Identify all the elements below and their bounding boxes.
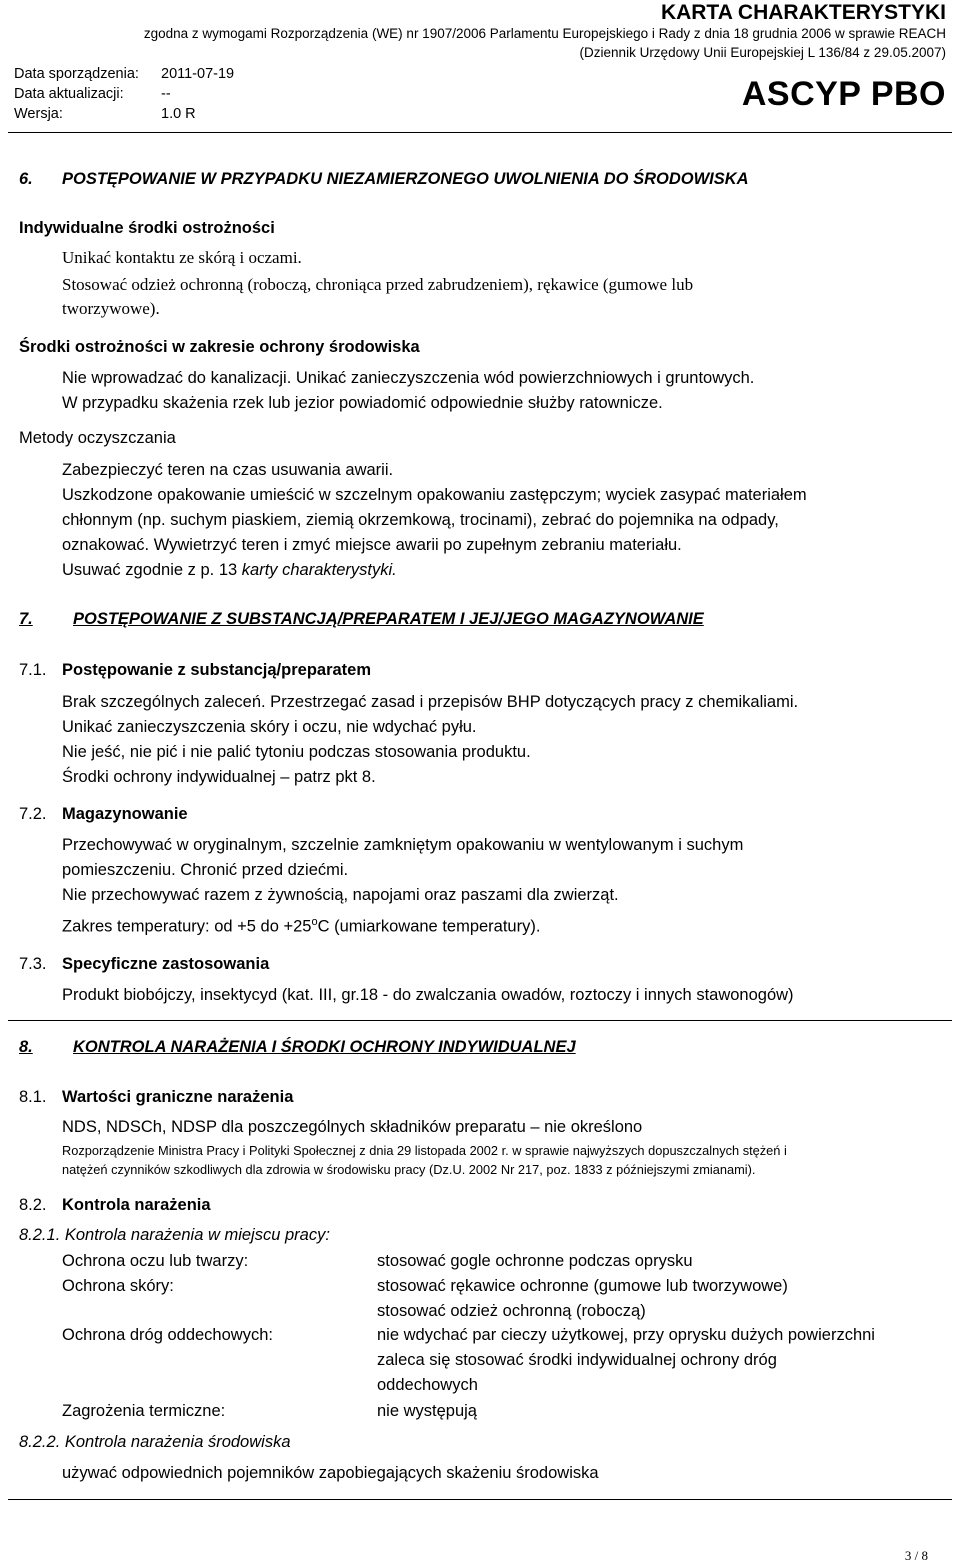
handling-line-2: Unikać zanieczyszczenia skóry i oczu, nie wdychać pyłu.: [62, 718, 477, 736]
sub-8-2-number: 8.2.: [19, 1196, 47, 1214]
personal-precautions-heading: Indywidualne środki ostrożności: [19, 219, 275, 237]
row-respiratory-value: nie wdychać par cieczy użytkowej, przy oprysku dużych powierzchni: [377, 1326, 875, 1344]
section-7-number: 7.: [19, 610, 33, 628]
product-name: ASCYP PBO: [741, 75, 946, 113]
env-precautions-heading: Środki ostrożności w zakresie ochrony środowiska: [19, 338, 420, 356]
sub-8-2-title: Kontrola narażenia: [62, 1196, 211, 1214]
section-6-title: POSTĘPOWANIE W PRZYPADKU NIEZAMIERZONEGO UWOLNIENIA DO ŚRODOWISKA: [62, 170, 749, 188]
page-number: 3 / 8: [904, 1548, 928, 1563]
meta-value-created: 2011-07-19: [161, 66, 235, 82]
temp-degree: o: [311, 916, 318, 928]
sub-8-2-1-title: 8.2.1. Kontrola narażenia w miejscu pracy:: [19, 1226, 330, 1244]
temp-suffix: C (umiarkowane temperatury).: [317, 917, 541, 936]
handling-line-3: Nie jeść, nie pić i nie palić tytoniu podczas stosowania produktu.: [62, 743, 531, 761]
storage-line-1: Przechowywać w oryginalnym, szczelnie zamkniętym opakowaniu w wentylowanym i suchym: [62, 836, 744, 854]
header-divider: [8, 132, 952, 133]
sub-8-1-number: 8.1.: [19, 1088, 47, 1106]
row-skin-protection-value-2: stosować odzież ochronną (roboczą): [377, 1302, 646, 1320]
sub-7-3-number: 7.3.: [19, 955, 47, 973]
row-skin-protection-label: Ochrona skóry:: [62, 1277, 174, 1295]
regulation-line-2: (Dziennik Urzędowy Unii Europejskiej L 136/84 z 29.05.2007): [579, 45, 946, 60]
meta-value-version: 1.0 R: [161, 106, 196, 122]
regulation-line-1: zgodna z wymogami Rozporządzenia (WE) nr 1907/2006 Parlamentu Europejskiego i Rady z dnia 18 grudnia 2006 w sprawie REACH: [143, 26, 946, 41]
row-thermal-value: nie występują: [377, 1402, 477, 1420]
handling-line-4: Środki ochrony indywidualnej – patrz pkt 8.: [62, 768, 376, 786]
clean-line-1: Zabezpieczyć teren na czas usuwania awarii.: [62, 461, 394, 479]
footer-divider: [8, 1499, 952, 1500]
clean-line-5-italic: karty charakterystyki.: [241, 561, 397, 579]
sub-7-1-title: Postępowanie z substancją/preparatem: [62, 661, 372, 679]
handling-line-1: Brak szczególnych zaleceń. Przestrzegać zasad i przepisów BHP dotyczących pracy z chemikaliami.: [62, 693, 799, 711]
row-eye-protection-value: stosować gogle ochronne podczas oprysku: [377, 1252, 693, 1270]
row-thermal-label: Zagrożenia termiczne:: [62, 1402, 226, 1420]
sub-7-2-number: 7.2.: [19, 805, 47, 823]
storage-line-3: Nie przechowywać razem z żywnością, napojami oraz paszami dla zwierząt.: [62, 886, 619, 904]
clean-line-5: [62, 561, 397, 581]
meta-value-updated: --: [161, 86, 171, 102]
clean-line-2: Uszkodzone opakowanie umieścić w szczelnym opakowaniu zastępczym; wyciek zasypać materiałem: [62, 486, 807, 504]
storage-line-2: pomieszczeniu. Chronić przed dziećmi.: [62, 861, 349, 879]
temp-prefix: Zakres temperatury: od +5 do +25: [62, 917, 312, 936]
section-7-divider: [8, 1020, 952, 1021]
exposure-limits-line: NDS, NDSCh, NDSP dla poszczególnych składników preparatu – nie określono: [62, 1118, 643, 1136]
meta-label-updated: Data aktualizacji:: [14, 86, 124, 102]
regulation-note-1: Rozporządzenie Ministra Pracy i Polityki Społecznej z dnia 29 listopada 2002 r. w sprawie najwyższych dopuszczalnych stężeń i: [62, 1143, 787, 1158]
document-title: KARTA CHARAKTERYSTYKI: [660, 1, 946, 24]
env-line-1: Nie wprowadzać do kanalizacji. Unikać zanieczyszczenia wód powierzchniowych i gruntowych.: [62, 369, 755, 387]
personal-line-2: Stosować odzież ochronną (roboczą, chroniąca przed zabrudzeniem), rękawice (gumowe lub: [62, 275, 694, 294]
row-skin-protection-value: stosować rękawice ochronne (gumowe lub tworzywowe): [377, 1277, 788, 1295]
regulation-note-2: natężeń czynników szkodliwych dla zdrowia w środowisku pracy (Dz.U. 2002 Nr 217, poz. 1833 z późniejszymi zmianami).: [62, 1162, 756, 1177]
sub-7-2-title: Magazynowanie: [62, 805, 188, 823]
storage-temperature: [62, 916, 540, 937]
meta-label-version: Wersja:: [14, 106, 63, 122]
meta-label-created: Data sporządzenia:: [14, 66, 139, 82]
env-exposure-line: używać odpowiednich pojemników zapobiegających skażeniu środowiska: [62, 1464, 599, 1482]
row-respiratory-label: Ochrona dróg oddechowych:: [62, 1326, 273, 1344]
personal-line-3: tworzywowe).: [62, 299, 160, 318]
clean-line-4: oznakować. Wywietrzyć teren i zmyć miejsce awarii po zupełnym zebraniu materiału.: [62, 536, 682, 554]
personal-line-1: Unikać kontaktu ze skórą i oczami.: [62, 248, 302, 267]
sub-7-1-number: 7.1.: [19, 661, 47, 679]
row-eye-protection-label: Ochrona oczu lub twarzy:: [62, 1252, 249, 1270]
sub-7-3-title: Specyficzne zastosowania: [62, 955, 270, 973]
section-8-number: 8.: [19, 1038, 33, 1056]
env-line-2: W przypadku skażenia rzek lub jezior powiadomić odpowiednie służby ratownicze.: [62, 394, 663, 412]
cleaning-methods-heading: Metody oczyszczania: [19, 429, 176, 447]
sub-8-2-2-title: 8.2.2. Kontrola narażenia środowiska: [19, 1433, 291, 1451]
specific-use-line: Produkt biobójczy, insektycyd (kat. III, gr.18 - do zwalczania owadów, roztoczy i innych stawonogów): [62, 986, 794, 1004]
clean-line-3: chłonnym (np. suchym piaskiem, ziemią okrzemkową, trocinami), zebrać do pojemnika na odpady,: [62, 511, 779, 529]
clean-line-5-text: Usuwać zgodnie z p. 13: [62, 561, 242, 579]
section-6-number: 6.: [19, 170, 33, 188]
row-respiratory-value-3: oddechowych: [377, 1376, 478, 1394]
section-8-title: KONTROLA NARAŻENIA I ŚRODKI OCHRONY INDYWIDUALNEJ: [73, 1038, 576, 1056]
row-respiratory-value-2: zaleca się stosować środki indywidualnej ochrony dróg: [377, 1351, 777, 1369]
sub-8-1-title: Wartości graniczne narażenia: [62, 1088, 294, 1106]
section-7-title: POSTĘPOWANIE Z SUBSTANCJĄ/PREPARATEM I JEJ/JEGO MAGAZYNOWANIE: [73, 610, 704, 628]
